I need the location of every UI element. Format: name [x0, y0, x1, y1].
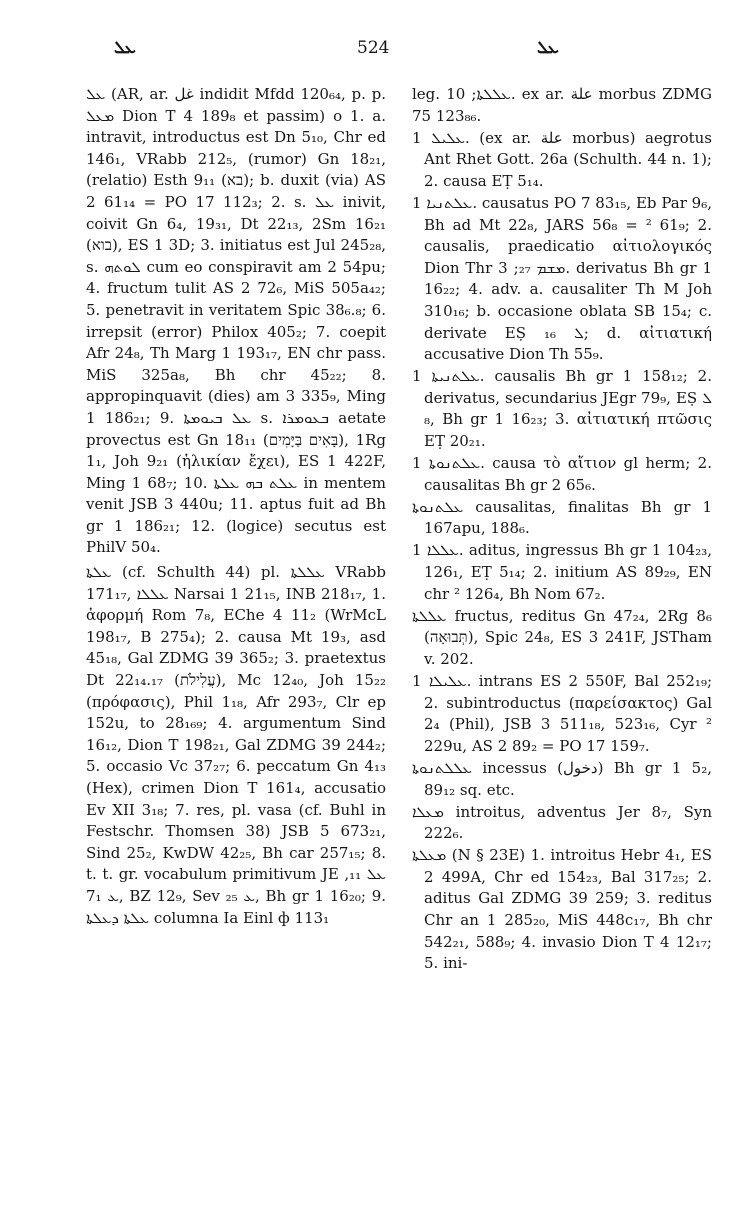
page-number: 524 — [357, 38, 390, 58]
dictionary-entry: ܥܠܬܢܘܬܐ 1. causa τὸ αἴτιον gl herm; 2. causalitas Bh gr 2 65₆. — [412, 454, 712, 494]
dictionary-entry: ܥܠܬܢܝܐ 1. causatus PO 7 83₁₅, Eb Par 9₆, Bh ad Mt 22₈, JARS 56₈ = ² 61₉; 2. causalis, praedicatio αἰτιολογικός Dion Thr ܡܫܡ ₂₇; 3. derivatus Bh gr 1 16₂₂; 4. adv. a. causaliter Th M Joh 310₁₆; b. occasione oblata SB 15₄; c. derivate EṢ ܠ ₁₆; d. αἰτιατική accusative Dion Th 55₉. — [412, 193, 713, 364]
dictionary-entry: ܥܠܠܐ 1. aditus, ingressus Bh gr 1 104₂₃, 126₁, EṬ 5₁₄; 2. initium AS 89₂₉, EN chr ² 126₄, Bh Nom 67₂. — [412, 541, 712, 603]
dictionary-entry: ܥܠ (AR, ar. غل indidit Mfdd 120₆₄, p. p. ܡܥܠ Dion T 4 189₈ et passim) o 1. a. intravit, introductus est Dn 5₁₀, Chr ed 146₁, VRabb 212₅, (rumor) Gn 18₂₁, (relatio) Esth 9₁₁ (בא); b. duxit (via) AS 2 61₁₄ = PO 17 112₃; 2. s. ܥܠ inivit, coivit Gn 6₄, 19₃₁, Dt 22₁₃, 2Sm 16₂₁ (בוא), ES 1 3D; 3. initiatus est Jul 245₂₈, s. ܠܘܬܗ cum eo conspiravit am 2 54pu; 4. fructum tulit AS 2 72₆, MiS 505a₄₂; 5. penetravit in veritatem Spic 38₆.₈; 6. irrepsit (error) Philox 405₂; 7. coepit Afr 24₈, Th Marg 1 193₁₇, EN chr pass. MiS 325a₈, Bh chr 45₂₂; 8. appropinquavit (dies) am 3 335₉, Ming 1 186₂₁; 9. ܥܠ ܒܝܘܡܬܐ s. ܒܥܘܡܪܐ aetate provectus est Gn 18₁₁ (בָּאִים בַּיָּמִים), 1Rg 1₁, Joh 9₂₁ (ἡλικίαν ἔχει), ES 1 422F, Ming 1 68₇; 10. ܥܠܬ ܒܗ ܥܠܬܐ in mentem venit JSB 3 440u; 11. aptus fuit ad Bh gr 1 186₂₁; 12. (logice) secutus est PhilV 50₄. — [86, 85, 387, 557]
page-header — [0, 38, 750, 60]
header-right-headword: ܥܠ — [537, 38, 559, 58]
dictionary-entry: ܥܠܬܢܘܬܐ causalitas, finalitas Bh gr 1 167apu, 188₆. — [412, 497, 712, 538]
dictionary-entry: ܥܠܬܢܝܬܐ 1. causalis Bh gr 1 158₁₂; 2. derivatus, secundarius JEgr 79₉, EṢ ܠ ₈, Bh gr 1 16₂₃; 3. αἰτιατική πτῶσις EṬ 20₂₁. — [412, 367, 712, 450]
right-column — [412, 84, 712, 975]
dictionary-entry: ܡܥܠܐ introitus, adventus Jer 8₇, Syn 222₆. — [412, 802, 712, 843]
dictionary-entry: ܥܠܠܬܢܘܬܐ incessus (دخول) Bh gr 1 5₂, 89₁₂ sq. etc. — [412, 758, 712, 799]
dictionary-entry: ܥܠܝܠܐ 1. intrans ES 2 550F, Bal 252₁₉; 2. subintroductus (παρείσακτος) Gal 2₄ (Phil), JSB 3 511₁₈, 523₁₆, Cyr ² 229u, AS 2 89₂ = PO 17 159₇. — [412, 672, 713, 755]
left-column — [86, 84, 386, 929]
dictionary-entry-continuation: leg. ܥܠܠܬܐ; 10. ex ar. علة morbus ZDMG 75 123₈₆. — [412, 85, 712, 125]
header-left-headword: ܥܠ — [114, 38, 136, 58]
dictionary-entry: ܥܠܬܐ (cf. Schulth 44) pl. ܥܠܠܬܐ VRabb 171₁₇, ܥܠܠܐ Narsai 1 21₁₅, INB 218₁₇, 1. ἀφορμή Rom 7₈, EChe 4 11₂ (WrMcL 198₁₇, B 275₄); 2. causa Mt 19₃, asd 45₁₈, Gal ZDMG 39 365₂; 3. praetextus Dt 22₁₄.₁₇ (עֲלִילֹת), Mc 12₄₀, Joh 15₂₂ (πρόφασις), Phil 1₁₈, Afr 293₇, Clr ep 152u, to 28₁₆₉; 4. argumentum Sind 16₁₂, Dion T 198₂₁, Gal ZDMG 39 244₂; 5. occasio Vc 37₂₇; 6. peccatum Gn 4₁₃ (Hex), crimen Dion T 161₄, accusatio Ev XII 3₁₈; 7. res, pl. vasa (cf. Buhl in Festschr. Thomsen 38) JSB 5 673₂₁, Sind 25₂, KwDW 42₂₅, Bh car 257₁₅; 8. t. t. gr. vocabulum primitivum JE ܥܠ ₁₁, ܥ 7₁, BZ 12₉, Sev ܥ ₂₅, Bh gr 1 16₂₀; 9. ܥܠܬܐ ܕܥܠܬܐ columna Ia Einl ф 113₁ — [86, 563, 387, 927]
dictionary-entry: ܡܥܠܬܐ (N § 23E) 1. introitus Hebr 4₁, ES 2 499A, Chr ed 154₂₃, Bal 317₂₅; 2. aditus Gal ZDMG 39 259; 3. reditus Chr an 1 285₂₀, MiS 448c₁₇, Bh chr 542₂₁, 588₉; 4. invasio Dion T 4 12₁₇; 5. ini- — [412, 846, 712, 973]
dictionary-entry: ܥܠܝܠ 1. (ex ar. علة morbus) aegrotus Ant Rhet Gott. 26a (Schulth. 44 n. 1); 2. causa EṬ 5₁₄. — [412, 128, 712, 190]
dictionary-entry: ܥܠܠܬܐ fructus, reditus Gn 47₂₄, 2Rg 8₆ (תְּבוּאָה), Spic 24₈, ES 3 241F, JSTham v. 202. — [412, 606, 712, 668]
